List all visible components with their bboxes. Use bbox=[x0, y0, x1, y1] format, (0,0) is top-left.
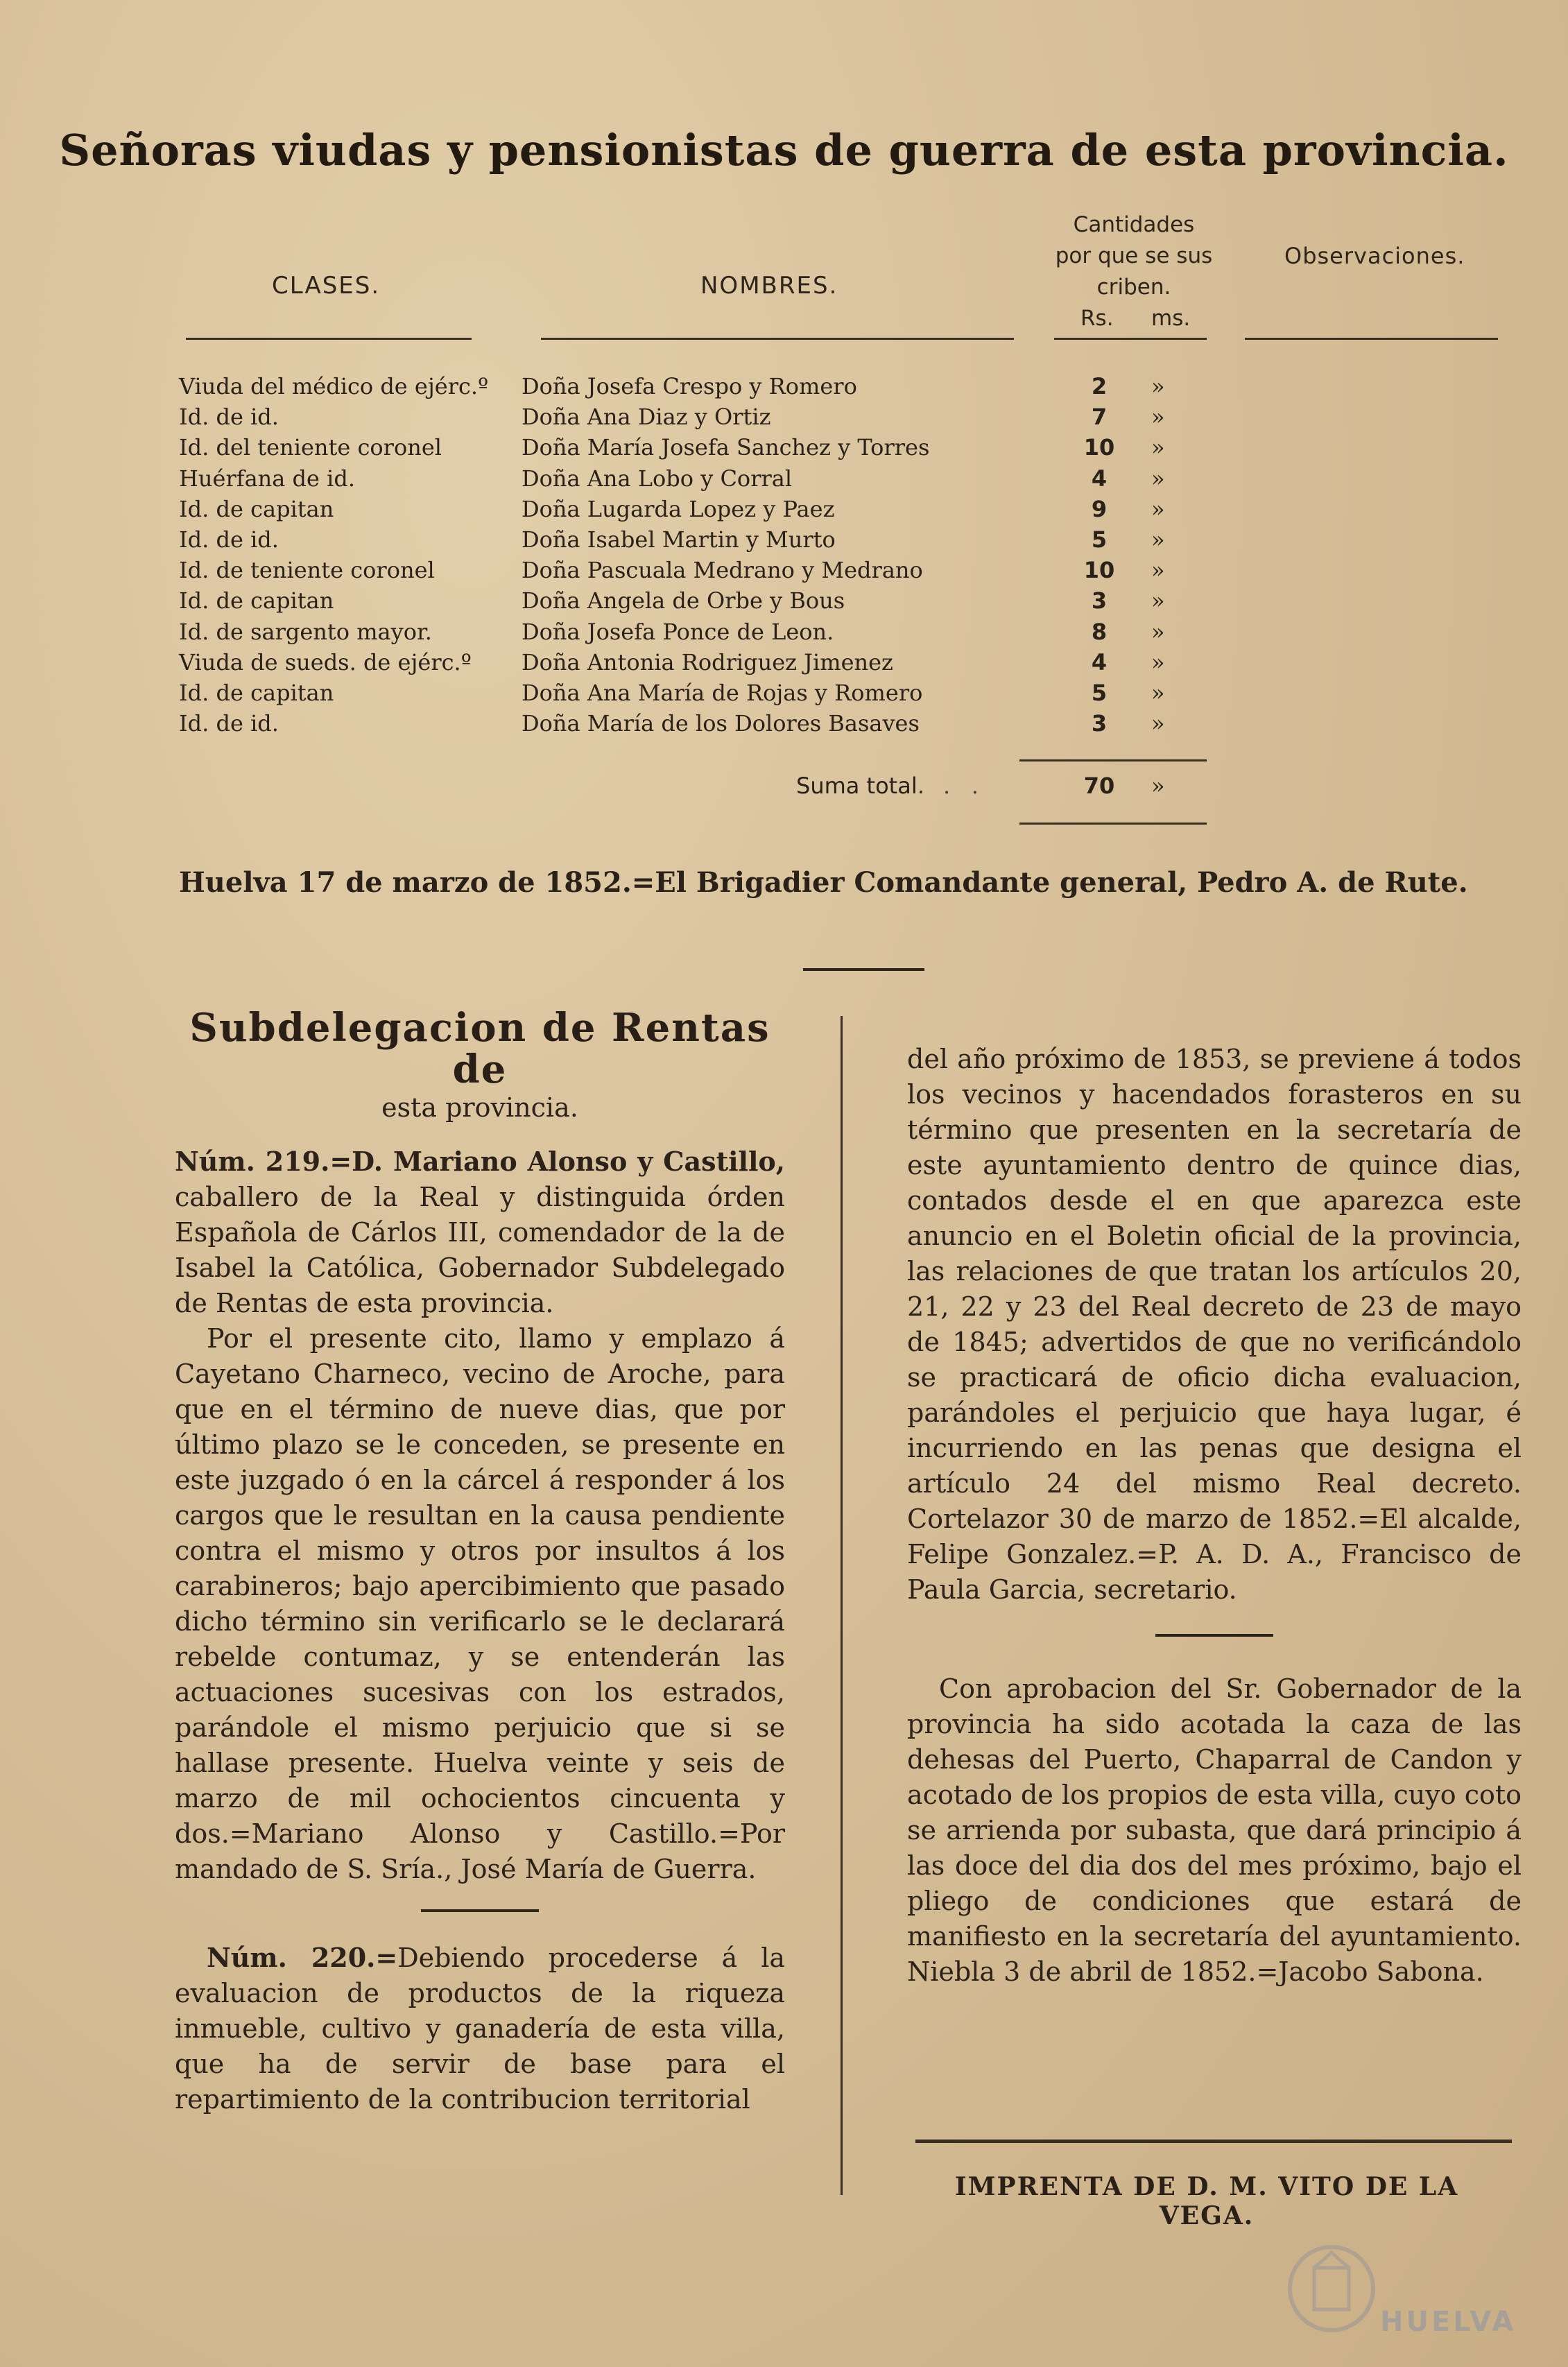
row-rs: 4 bbox=[1091, 465, 1108, 492]
row-clase: Id. de id. bbox=[179, 526, 279, 553]
row-nombre: Doña Angela de Orbe y Bous bbox=[522, 587, 845, 614]
row-ms: » bbox=[1151, 648, 1165, 675]
page-title: Señoras viudas y pensionistas de guerra de esta provincia. bbox=[59, 125, 1509, 175]
row-rs: 5 bbox=[1091, 526, 1108, 553]
row-ms: » bbox=[1151, 557, 1165, 584]
total-row bbox=[0, 773, 1568, 803]
column-divider bbox=[841, 1016, 843, 2195]
watermark-text: HUELVA bbox=[1380, 2306, 1517, 2338]
section-separator bbox=[803, 968, 924, 971]
table-row bbox=[0, 587, 1568, 618]
row-ms: » bbox=[1151, 680, 1165, 706]
row-clase: Viuda de sueds. de ejérc.º bbox=[179, 648, 472, 675]
total-rule-top bbox=[1019, 759, 1207, 761]
table-row bbox=[0, 404, 1568, 434]
table-row bbox=[0, 526, 1568, 557]
notice-219-header bbox=[175, 1144, 785, 1321]
table-row bbox=[0, 373, 1568, 404]
header-cantidades-line2: por que se sus bbox=[1055, 243, 1213, 268]
row-ms: » bbox=[1151, 710, 1165, 737]
row-rs: 4 bbox=[1091, 648, 1108, 675]
table-row bbox=[0, 649, 1568, 680]
imprenta-rule bbox=[915, 2140, 1512, 2143]
left-column bbox=[175, 1007, 785, 2117]
total-rule-bottom bbox=[1019, 823, 1207, 825]
row-ms: » bbox=[1151, 495, 1165, 522]
row-rs: 3 bbox=[1091, 587, 1108, 614]
section-subheading: esta provincia. bbox=[381, 1092, 578, 1123]
row-clase: Id. de capitan bbox=[179, 495, 334, 522]
notice-220 bbox=[175, 1940, 785, 2117]
row-ms: » bbox=[1151, 373, 1165, 399]
header-rule-nombres bbox=[541, 338, 1014, 340]
row-nombre: Doña Ana María de Rojas y Romero bbox=[522, 680, 923, 706]
signature-line: Huelva 17 de marzo de 1852.=El Brigadier Comandante general, Pedro A. de Rute. bbox=[179, 866, 1468, 899]
row-ms: » bbox=[1151, 618, 1165, 645]
row-nombre: Doña María Josefa Sanchez y Torres bbox=[522, 434, 930, 461]
row-nombre: Doña Josefa Crespo y Romero bbox=[522, 373, 857, 399]
row-clase: Huérfana de id. bbox=[179, 465, 356, 492]
table-row bbox=[0, 496, 1568, 526]
table-row bbox=[0, 434, 1568, 465]
row-clase: Id. de capitan bbox=[179, 680, 334, 706]
row-nombre: Doña Ana Diaz y Ortiz bbox=[522, 404, 771, 431]
row-rs: 7 bbox=[1091, 404, 1108, 431]
total-ms: » bbox=[1151, 773, 1165, 799]
row-rs: 8 bbox=[1091, 618, 1108, 645]
row-rs: 5 bbox=[1091, 680, 1108, 706]
row-ms: » bbox=[1151, 465, 1165, 492]
header-cantidades-line3: criben. bbox=[1096, 275, 1171, 300]
notice-219-label: Núm. 219.=D. Mariano Alonso y Castillo, bbox=[175, 1146, 785, 1177]
row-nombre: Doña Antonia Rodriguez Jimenez bbox=[522, 648, 893, 675]
total-label: Suma total. bbox=[796, 773, 924, 799]
header-cantidades bbox=[1040, 209, 1227, 334]
row-clase: Id. del teniente coronel bbox=[179, 434, 442, 461]
header-rule-observaciones bbox=[1245, 338, 1498, 340]
row-nombre: Doña María de los Dolores Basaves bbox=[522, 710, 920, 737]
row-nombre: Doña Lugarda Lopez y Paez bbox=[522, 495, 835, 522]
notice-219-header-rest: caballero de la Real y distinguida órden Española de Cárlos III, comendador de la de Isabel la Católica, Gobernador Subdelegado de Rentas de esta provincia. bbox=[175, 1182, 785, 1318]
table-row bbox=[0, 680, 1568, 710]
row-ms: » bbox=[1151, 434, 1165, 461]
header-rs: Rs. bbox=[1080, 306, 1114, 331]
row-rs: 3 bbox=[1091, 710, 1108, 737]
notice-niebla: Con aprobacion del Sr. Gobernador de la provincia ha sido acotada la caza de las dehesas del Puerto, Chaparral de Candon y acotado de los propios de esta villa, cuyo coto se arrienda por subasta, que dará principio á las doce del dia dos del mes próximo, bajo el pliego de condiciones que estará de manifiesto en la secretaría del ayuntamiento. Niebla 3 de abril de 1852.=Jacobo Sabona. bbox=[907, 1673, 1522, 1987]
row-rs: 10 bbox=[1083, 434, 1115, 461]
row-rs: 2 bbox=[1091, 373, 1108, 399]
header-observaciones: Observaciones. bbox=[1284, 243, 1465, 269]
header-rule-clases bbox=[186, 338, 472, 340]
row-ms: » bbox=[1151, 526, 1165, 553]
row-clase: Viuda del médico de ejérc.º bbox=[179, 373, 489, 399]
table-row bbox=[0, 710, 1568, 741]
imprenta-line: IMPRENTA DE D. M. VITO DE LA VEGA. bbox=[954, 2172, 1459, 2230]
section-heading: Subdelegacion de Rentas de bbox=[189, 1005, 770, 1092]
row-clase: Id. de capitan bbox=[179, 587, 334, 614]
table-row bbox=[0, 557, 1568, 587]
row-nombre: Doña Ana Lobo y Corral bbox=[522, 465, 793, 492]
header-clases: CLASES. bbox=[272, 272, 381, 300]
row-rs: 9 bbox=[1091, 495, 1108, 522]
row-nombre: Doña Isabel Martin y Murto bbox=[522, 526, 836, 553]
row-nombre: Doña Josefa Ponce de Leon. bbox=[522, 618, 834, 645]
row-ms: » bbox=[1151, 404, 1165, 431]
row-rs: 10 bbox=[1083, 557, 1115, 584]
row-ms: » bbox=[1151, 587, 1165, 614]
table-row bbox=[0, 465, 1568, 496]
row-clase: Id. de sargento mayor. bbox=[179, 618, 432, 645]
header-rule-cantidades bbox=[1054, 338, 1207, 340]
notice-220-body: Debiendo procederse á la evaluacion de productos de la riqueza inmueble, cultivo y ganadería de esta villa, que ha de servir de base para el repartimiento de la contribucion territorial bbox=[175, 1943, 786, 2115]
header-ms: ms. bbox=[1151, 306, 1191, 331]
row-clase: Id. de id. bbox=[179, 404, 279, 431]
left-separator bbox=[421, 1909, 539, 1912]
notice-219-body: Por el presente cito, llamo y emplazo á Cayetano Charneco, vecino de Aroche, para que en el término de nueve dias, que por último plazo se le conceden, se presente en este juzgado ó en la cárcel á responder á los cargos que le resultan en la causa pendiente contra el mismo y otros por insultos á los carabineros; bajo apercibimiento que pasado dicho término sin verificarlo se le declarará rebelde contumaz, y se entenderán las actuaciones sucesivas con los estrados, parándole el mismo perjuicio que si se hallase presente. Huelva veinte y seis de marzo de mil ochocientos cincuenta y dos.=Mariano Alonso y Castillo.=Por mandado de S. Sría., José María de Guerra. bbox=[175, 1323, 785, 1884]
right-separator bbox=[1155, 1634, 1273, 1637]
right-column bbox=[907, 1042, 1522, 1990]
notice-220-continuation: del año próximo de 1853, se previene á todos los vecinos y hacendados forasteros en su término que presenten en la secretaría de este ayuntamiento dentro de quince dias, contados desde el en que aparezca este anuncio en el Boletin oficial de la provincia, las relaciones de que tratan los artículos 20, 21, 22 y 23 del Real decreto de 23 de mayo de 1845; advertidos de que no verificándolo se practicará de oficio dicha evaluacion, parándoles el perjuicio que haya lugar, é incurriendo en las penas que designa el artículo 24 del mismo Real decreto. Cortelazor 30 de marzo de 1852.=El alcalde, Felipe Gonzalez.=P. A. D. A., Francisco de Paula Garcia, secretario. bbox=[907, 1044, 1522, 1605]
total-dots: . . bbox=[943, 773, 979, 799]
row-nombre: Doña Pascuala Medrano y Medrano bbox=[522, 557, 923, 584]
total-rs: 70 bbox=[1083, 773, 1115, 799]
header-cantidades-line1: Cantidades bbox=[1073, 212, 1195, 237]
row-clase: Id. de teniente coronel bbox=[179, 557, 435, 584]
notice-220-label: Núm. 220.= bbox=[207, 1942, 398, 1973]
row-clase: Id. de id. bbox=[179, 710, 279, 737]
table-row bbox=[0, 619, 1568, 649]
header-nombres: NOMBRES. bbox=[700, 272, 838, 300]
